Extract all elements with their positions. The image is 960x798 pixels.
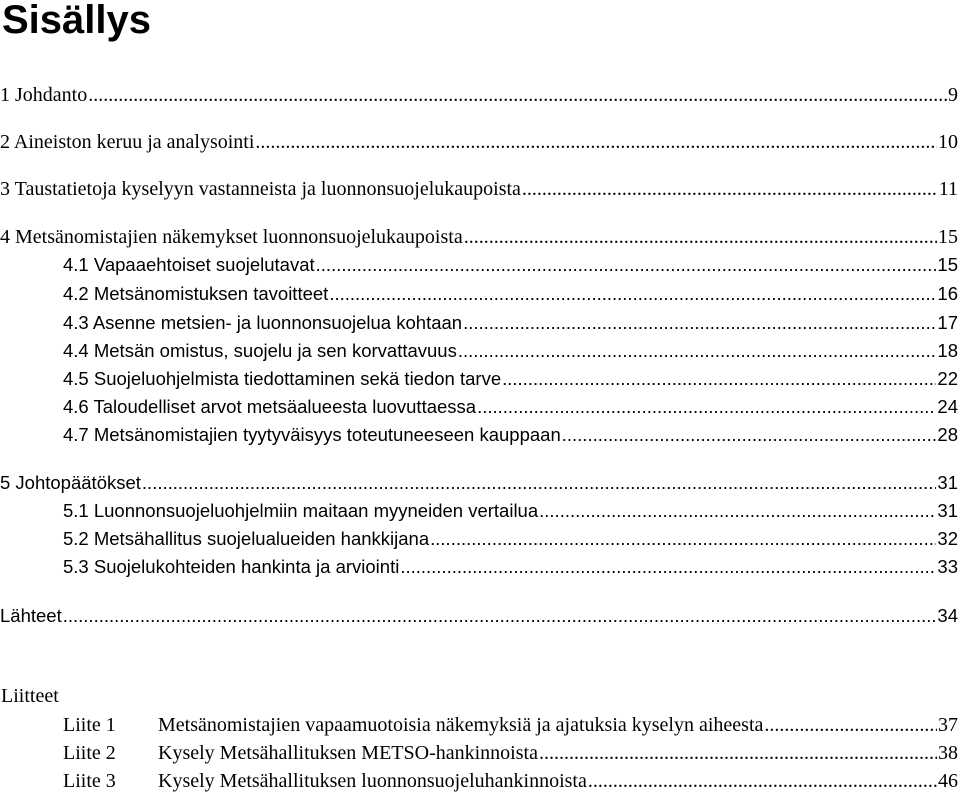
toc-entry-section-4-3[interactable] (63, 312, 958, 338)
toc-entry-page: 34 (937, 605, 958, 626)
toc-entry-label: 4.3 Asenne metsien- ja luonnonsuojelua kohtaan (63, 312, 463, 333)
toc-entry-chapter-5[interactable] (0, 472, 958, 498)
toc-entry-label: 4.4 Metsän omistus, suojelu ja sen korvattavuus (63, 340, 457, 361)
toc-entry-label: 5.3 Suojelukohteiden hankinta ja arviointi (63, 556, 400, 577)
toc-leader-dots (588, 770, 937, 793)
toc-entry-label: Kysely Metsähallituksen luonnonsuojeluhankinnoista (158, 770, 587, 792)
toc-entry-page: 32 (937, 528, 958, 549)
toc-leader-dots (458, 340, 937, 362)
toc-entry-page: 11 (938, 178, 958, 200)
toc-leader-dots (502, 368, 936, 390)
toc-entry-label: 2 Aineiston keruu ja analysointi (0, 131, 255, 153)
toc-leader-dots (539, 742, 937, 765)
toc-entry-page: 24 (937, 396, 958, 417)
toc-entry-chapter-2[interactable] (0, 131, 958, 157)
toc-entry-page: 28 (937, 424, 958, 445)
toc-entry-label: Lähteet (0, 605, 62, 626)
toc-entry-page: 46 (938, 770, 958, 792)
toc-entry-label: 5.1 Luonnonsuojeluohjelmiin maitaan myyneiden vertailua (63, 500, 539, 521)
appendix-heading: Liitteet (1, 685, 59, 707)
toc-entry-label: 1 Johdanto (0, 84, 88, 106)
appendix-code: Liite 2 (63, 742, 116, 764)
toc-entry-section-4-6[interactable] (63, 396, 958, 422)
toc-leader-dots (316, 254, 937, 276)
toc-leader-dots (764, 714, 937, 737)
toc-entry-page: 9 (948, 84, 958, 106)
toc-leader-dots (464, 226, 937, 249)
toc-leader-dots (400, 556, 936, 578)
toc-entry-page: 37 (938, 714, 958, 736)
toc-entry-appendix-3[interactable] (63, 770, 958, 796)
toc-entry-page: 38 (938, 742, 958, 764)
toc-leader-dots (255, 131, 937, 154)
toc-entry-label: 4 Metsänomistajien näkemykset luonnonsuojelukaupoista (0, 226, 463, 248)
toc-entry-page: 33 (937, 556, 958, 577)
toc-entry-page: 31 (937, 500, 958, 521)
toc-entry-section-4-4[interactable] (63, 340, 958, 366)
toc-entry-appendix-2[interactable] (63, 742, 958, 768)
toc-entry-section-5-3[interactable] (63, 556, 958, 582)
toc-leader-dots (88, 84, 947, 107)
toc-entry-chapter-1[interactable] (0, 84, 958, 110)
toc-entry-chapter-4[interactable] (0, 226, 958, 252)
toc-entry-label: 3 Taustatietoja kyselyyn vastanneista ja luonnonsuojelukaupoista (0, 178, 521, 200)
toc-entry-label: 4.5 Suojeluohjelmista tiedottaminen sekä tiedon tarve (63, 368, 502, 389)
appendix-code: Liite 1 (63, 714, 116, 736)
toc-leader-dots (539, 500, 936, 522)
toc-entry-label: Kysely Metsähallituksen METSO-hankinnoista (158, 742, 538, 764)
toc-entry-label: 5.2 Metsähallitus suojelualueiden hankkijana (63, 528, 430, 549)
toc-entry-label: 4.7 Metsänomistajien tyytyväisyys toteutuneeseen kauppaan (63, 424, 561, 445)
toc-entry-section-5-1[interactable] (63, 500, 958, 526)
toc-entry-section-5-2[interactable] (63, 528, 958, 554)
toc-entry-page: 31 (937, 472, 958, 493)
toc-leader-dots (562, 424, 937, 446)
toc-entry-section-4-1[interactable] (63, 254, 958, 280)
toc-leader-dots (430, 528, 936, 550)
toc-entry-page: 15 (938, 226, 958, 248)
toc-entry-page: 16 (937, 283, 958, 304)
toc-entry-references[interactable] (0, 605, 958, 631)
toc-leader-dots (477, 396, 936, 418)
toc-leader-dots (63, 605, 937, 627)
appendix-code: Liite 3 (63, 770, 116, 792)
toc-entry-page: 15 (937, 254, 958, 275)
toc-entry-chapter-3[interactable] (0, 178, 958, 204)
page-title: Sisällys (2, 0, 152, 42)
toc-leader-dots (463, 312, 936, 334)
toc-entry-page: 10 (938, 131, 958, 153)
toc-leader-dots (329, 283, 936, 305)
toc-entry-label: 4.2 Metsänomistuksen tavoitteet (63, 283, 329, 304)
toc-entry-page: 17 (937, 312, 958, 333)
toc-entry-label: Metsänomistajien vapaamuotoisia näkemyksiä ja ajatuksia kyselyn aiheesta (158, 714, 764, 736)
toc-entry-section-4-7[interactable] (63, 424, 958, 450)
toc-entry-page: 18 (937, 340, 958, 361)
toc-leader-dots (142, 472, 937, 494)
toc-entry-appendix-1[interactable] (63, 714, 958, 740)
toc-entry-label: 4.1 Vapaaehtoiset suojelutavat (63, 254, 315, 275)
toc-entry-label: 5 Johtopäätökset (0, 472, 141, 493)
toc-entry-page: 22 (937, 368, 958, 389)
toc-entry-label: 4.6 Taloudelliset arvot metsäalueesta luovuttaessa (63, 396, 477, 417)
toc-entry-section-4-2[interactable] (63, 283, 958, 309)
toc-leader-dots (522, 178, 938, 201)
toc-entry-section-4-5[interactable] (63, 368, 958, 394)
